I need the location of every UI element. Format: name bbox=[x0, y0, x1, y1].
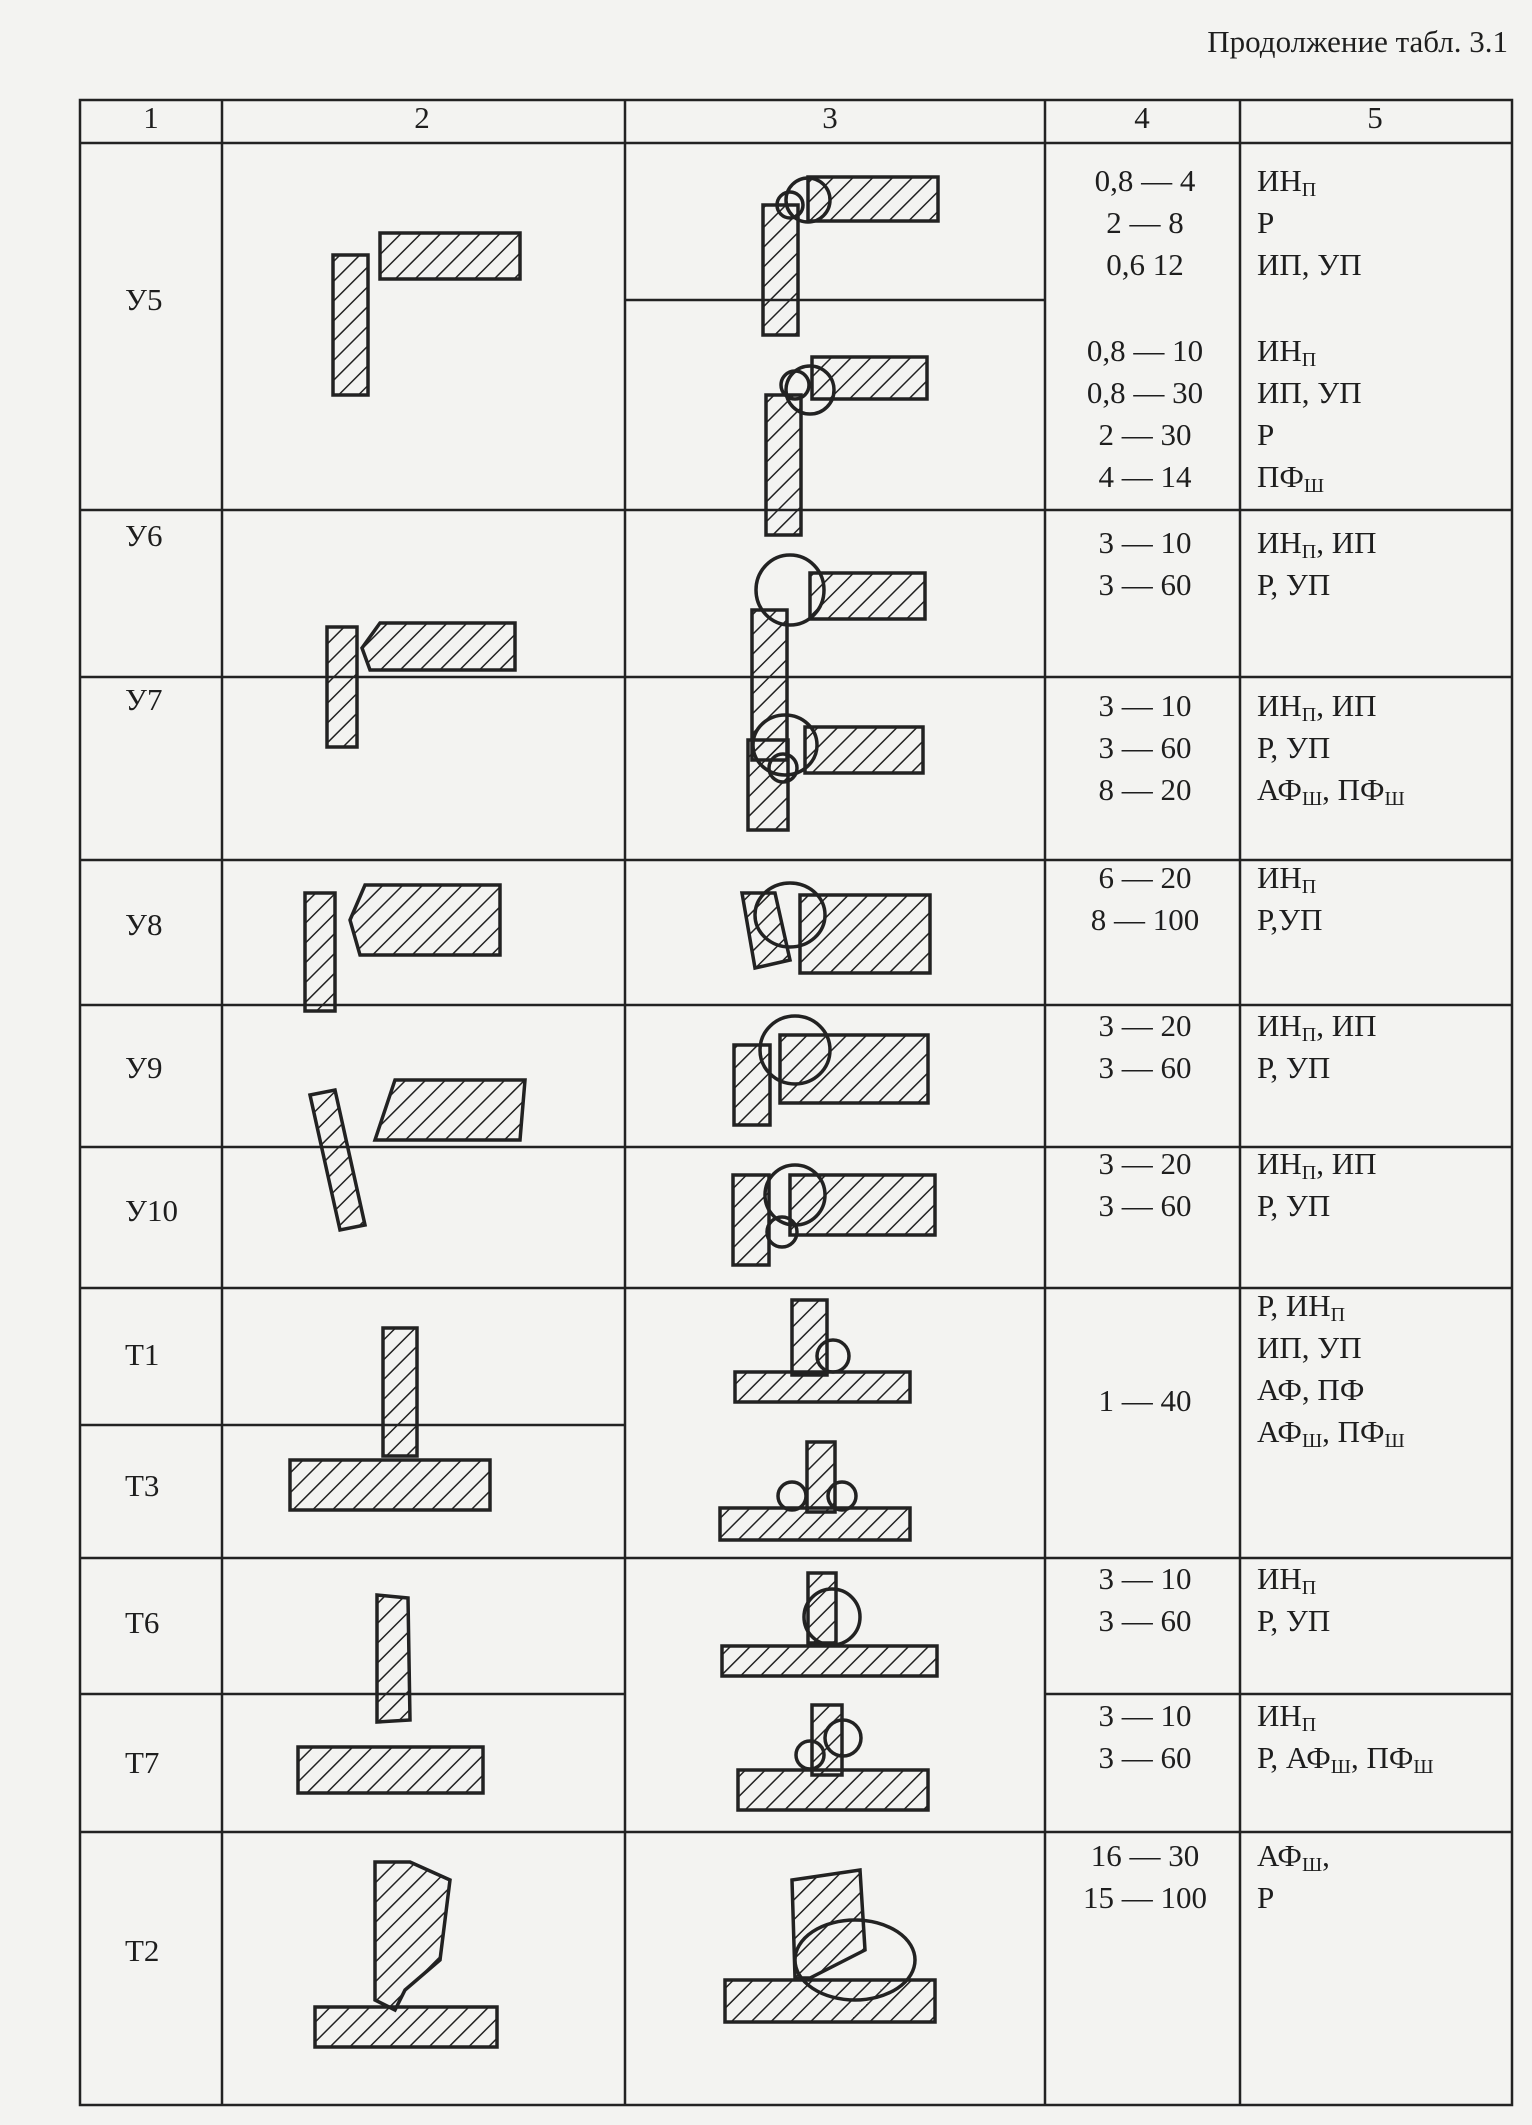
welding-methods: ИП, УП bbox=[1257, 375, 1362, 410]
col-header-5: 5 bbox=[1367, 100, 1383, 135]
page-header-continuation: Продолжение табл. 3.1 bbox=[1207, 24, 1508, 59]
col-header-2: 2 bbox=[414, 100, 430, 135]
welding-methods: $ПФ_Ш$ bbox=[1257, 459, 1325, 497]
welding-methods: Р, УП bbox=[1257, 1050, 1331, 1085]
thickness-range: 3 — 20 bbox=[1098, 1008, 1192, 1043]
welding-methods: $ИН_П$, ИП bbox=[1257, 1008, 1377, 1046]
thickness-range: 3 — 60 bbox=[1098, 1188, 1192, 1223]
welding-methods: $ИН_П$, ИП bbox=[1257, 1146, 1377, 1184]
col-header-4: 4 bbox=[1134, 100, 1150, 135]
welding-methods: $ИН_П$ bbox=[1257, 1561, 1317, 1599]
thickness-range: 3 — 10 bbox=[1098, 1561, 1192, 1596]
plate-vertical bbox=[333, 255, 368, 395]
joint-sketches-col2 bbox=[290, 233, 525, 2047]
welding-methods: Р, УП bbox=[1257, 567, 1331, 602]
thickness-range: 0,6 12 bbox=[1106, 247, 1184, 282]
thickness-range: 2 — 8 bbox=[1106, 205, 1184, 240]
row-label-t1: Т1 bbox=[125, 1337, 160, 1372]
welding-methods: $ИН_П$ bbox=[1257, 163, 1317, 201]
row-label-t6: Т6 bbox=[125, 1605, 160, 1640]
thickness-range: 4 — 14 bbox=[1098, 459, 1192, 494]
row-label-u8: У8 bbox=[125, 907, 163, 942]
welding-methods: $АФ_Ш$, $ПФ_Ш$ bbox=[1257, 1414, 1405, 1452]
row-label-u6: У6 bbox=[125, 518, 163, 553]
plate-horizontal bbox=[380, 233, 520, 279]
welding-methods: Р, $ИН_П$ bbox=[1257, 1288, 1346, 1326]
welding-methods: Р, УП bbox=[1257, 1603, 1331, 1638]
row-label-u10: У10 bbox=[125, 1193, 178, 1228]
thickness-range: 0,8 — 10 bbox=[1086, 333, 1204, 368]
row-label-u9: У9 bbox=[125, 1050, 163, 1085]
row-label-t7: Т7 bbox=[125, 1745, 160, 1780]
joint-sketches-col3 bbox=[720, 177, 938, 2022]
thickness-range: 0,8 — 4 bbox=[1094, 163, 1196, 198]
welding-methods: $ИН_П$, ИП bbox=[1257, 525, 1377, 563]
welding-methods: Р, УП bbox=[1257, 1188, 1331, 1223]
welding-methods: ИП, УП bbox=[1257, 247, 1362, 282]
row-label-u5: У5 bbox=[125, 282, 163, 317]
welding-methods: ИП, УП bbox=[1257, 1330, 1362, 1365]
thickness-range: 3 — 10 bbox=[1098, 525, 1192, 560]
welding-methods: $ИН_П$ bbox=[1257, 333, 1317, 371]
col-header-1: 1 bbox=[143, 100, 159, 135]
thickness-range: 3 — 60 bbox=[1098, 1050, 1192, 1085]
welding-methods: Р, УП bbox=[1257, 730, 1331, 765]
row-label-t2: Т2 bbox=[125, 1933, 160, 1968]
welding-methods: $ИН_П$, ИП bbox=[1257, 688, 1377, 726]
welding-methods: Р bbox=[1257, 417, 1275, 452]
thickness-range: 2 — 30 bbox=[1098, 417, 1192, 452]
row-label-u7: У7 bbox=[125, 682, 163, 717]
welding-methods: Р, $АФ_Ш$, $ПФ_Ш$ bbox=[1257, 1740, 1434, 1778]
thickness-range: 8 — 100 bbox=[1090, 902, 1200, 937]
thickness-range: 3 — 60 bbox=[1098, 1603, 1192, 1638]
welding-methods: $ИН_П$ bbox=[1257, 1698, 1317, 1736]
welding-methods: $АФ_Ш$, bbox=[1257, 1838, 1330, 1876]
thickness-range: 3 — 10 bbox=[1098, 1698, 1192, 1733]
thickness-range: 3 — 60 bbox=[1098, 1740, 1192, 1775]
thickness-range: 6 — 20 bbox=[1098, 860, 1192, 895]
welding-methods: $АФ_Ш$, $ПФ_Ш$ bbox=[1257, 772, 1405, 810]
thickness-range: 16 — 30 bbox=[1090, 1838, 1200, 1873]
thickness-range: 1 — 40 bbox=[1098, 1383, 1192, 1418]
col-header-3: 3 bbox=[822, 100, 838, 135]
welding-methods: АФ, ПФ bbox=[1257, 1372, 1365, 1407]
thickness-range: 3 — 10 bbox=[1098, 688, 1192, 723]
welding-methods: $ИН_П$ bbox=[1257, 860, 1317, 898]
thickness-range: 0,8 — 30 bbox=[1086, 375, 1204, 410]
welding-methods: Р bbox=[1257, 1880, 1275, 1915]
row-label-t3: Т3 bbox=[125, 1468, 160, 1503]
welding-methods: Р,УП bbox=[1257, 902, 1323, 937]
thickness-range: 15 — 100 bbox=[1083, 1880, 1207, 1915]
welding-methods: Р bbox=[1257, 205, 1275, 240]
thickness-range: 3 — 60 bbox=[1098, 730, 1192, 765]
thickness-range: 8 — 20 bbox=[1098, 772, 1192, 807]
thickness-range: 3 — 60 bbox=[1098, 567, 1192, 602]
thickness-range: 3 — 20 bbox=[1098, 1146, 1192, 1181]
